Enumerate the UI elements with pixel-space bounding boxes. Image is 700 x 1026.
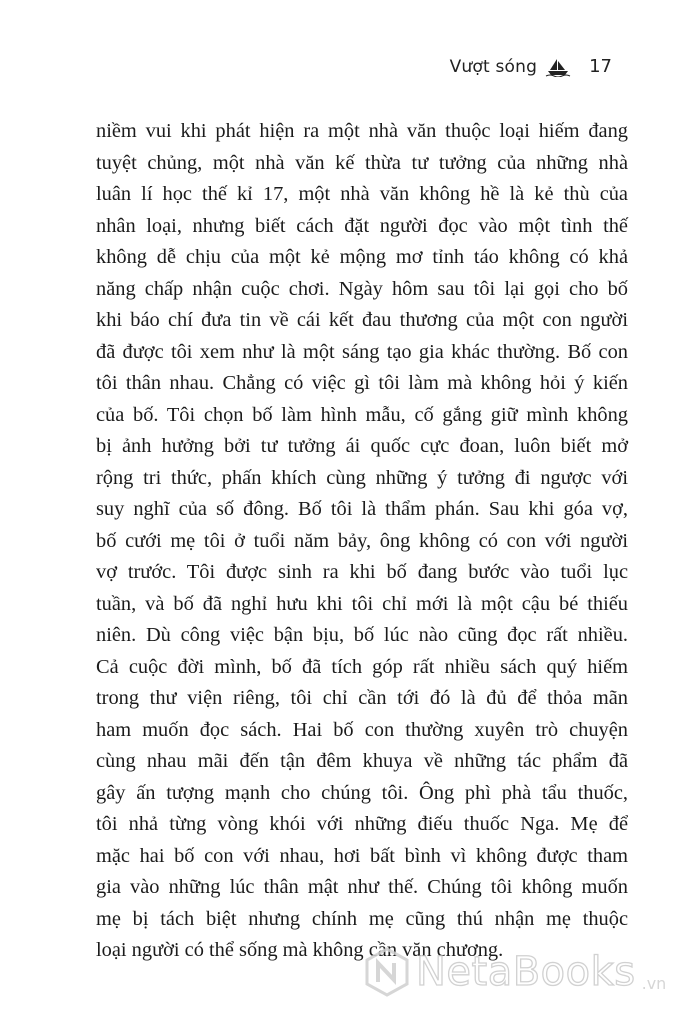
text-line: gia vào những lúc thân mật như thế. Chúng tôi không muốn <box>96 876 628 898</box>
text-line: rộng tri thức, phấn khích cùng những ý tưởng đi ngược với <box>96 466 628 489</box>
watermark <box>364 947 666 997</box>
text-line: của bố. Tôi chọn bố làm hình mẫu, cố gắng giữ mình không <box>96 403 628 426</box>
text-line: cùng nhau mãi đến tận đêm khuya về những tác phẩm đã <box>96 750 628 772</box>
watermark-brand: NetaBooks <box>416 949 636 995</box>
ship-icon <box>545 57 571 77</box>
text-line: luân lí học thế kỉ 17, một nhà văn không hề là kẻ thù của <box>96 183 628 205</box>
netabooks-logo-icon <box>364 947 410 997</box>
watermark-tld: .vn <box>641 974 667 993</box>
text-line: khi báo chí đưa tin về cái kết đau thương của một con người <box>96 309 628 331</box>
text-line: tôi nhả từng vòng khói với những điếu thuốc Nga. Mẹ để <box>96 813 628 835</box>
text-line: niềm vui khi phát hiện ra một nhà văn thuộc loại hiếm đang <box>96 120 628 142</box>
text-line: gây ấn tượng mạnh cho chúng tôi. Ông phì phà tẩu thuốc, <box>96 781 628 804</box>
page-number: 17 <box>589 56 612 77</box>
running-header <box>450 56 612 77</box>
text-line: bố cưới mẹ tôi ở tuổi năm bảy, ông không có con với người <box>96 529 628 552</box>
text-line: trong thư viện riêng, tôi chỉ cần tới đó là đủ để thỏa mãn <box>96 687 628 709</box>
text-line: đã được tôi xem như là một sáng tạo gia khác thường. Bố con <box>96 340 628 363</box>
text-line: suy nghĩ của số đông. Bố tôi là thẩm phán. Sau khi góa vợ, <box>96 498 628 520</box>
text-line: bị ảnh hưởng bởi tư tưởng ái quốc cực đoan, luôn biết mở <box>96 435 628 457</box>
text-line: mẹ bị tách biệt nhưng chính mẹ cũng thú nhận mẹ thuộc <box>96 907 628 930</box>
text-line: không dễ chịu của một kẻ mộng mơ tỉnh táo không có khả <box>96 246 628 268</box>
text-line: vợ trước. Tôi được sinh ra khi bố đang bước vào tuổi lục <box>96 561 628 583</box>
text-line: nhân loại, nhưng biết cách đặt người đọc vào một tình thế <box>96 214 628 237</box>
text-line: Cả cuộc đời mình, bố đã tích góp rất nhiều sách quý hiếm <box>96 655 628 678</box>
text-line: tuyệt chủng, một nhà văn kế thừa tư tưởng của những nhà <box>96 151 628 174</box>
text-line: năng chấp nhận cuộc chơi. Ngày hôm sau tôi lại gọi cho bố <box>96 277 628 300</box>
text-line: tôi thân nhau. Chẳng có việc gì tôi làm mà không hỏi ý kiến <box>96 372 628 394</box>
body-paragraph <box>96 116 628 967</box>
text-line: loại người có thể sống mà không cần văn chương. <box>96 939 504 961</box>
text-line: tuần, và bố đã nghỉ hưu khi tôi chỉ mới là một cậu bé thiếu <box>96 592 628 615</box>
text-line: niên. Dù công việc bận bịu, bố lúc nào cũng đọc rất nhiều. <box>96 624 628 646</box>
text-line: ham muốn đọc sách. Hai bố con thường xuyên trò chuyện <box>96 718 628 741</box>
chapter-title: Vượt sóng <box>449 56 538 77</box>
text-line: mặc hai bố con với nhau, hơi bất bình vì không được tham <box>96 844 628 867</box>
